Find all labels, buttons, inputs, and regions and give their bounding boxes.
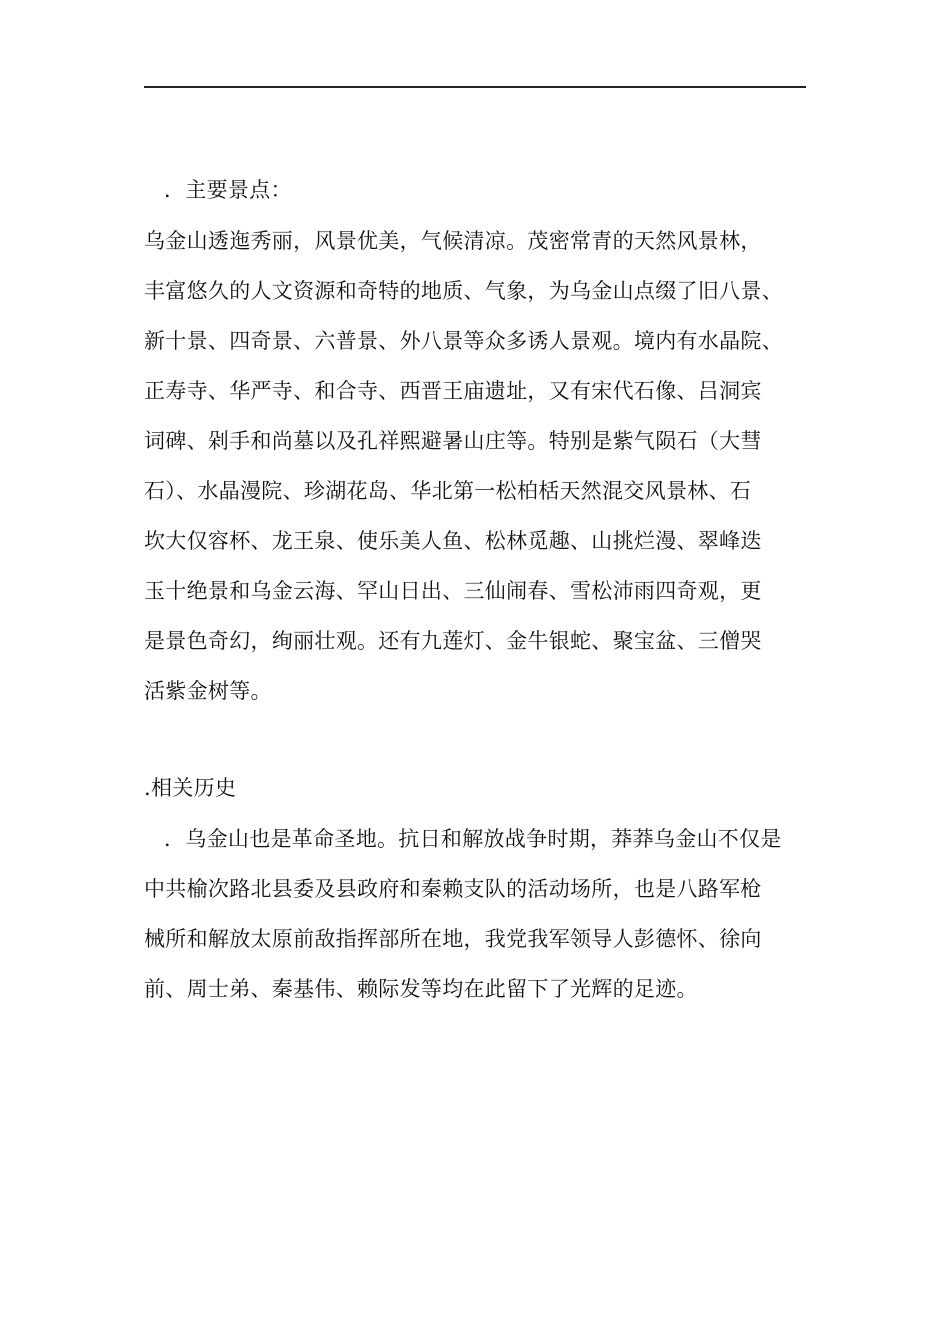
paragraph-line: 新十景、四奇景、六普景、外八景等众多诱人景观。境内有水晶院、 [144, 329, 783, 353]
paragraph-line: 玉十绝景和乌金云海、罕山日出、三仙闹春、雪松沛雨四奇观，更 [144, 579, 762, 603]
paragraph-line: 中共榆次路北县委及县政府和秦赖支队的活动场所，也是八路军枪 [144, 877, 762, 901]
paragraph-line: ．乌金山也是革命圣地。抗日和解放战争时期，莽莽乌金山不仅是 [164, 827, 782, 851]
paragraph-line: 前、周士弟、秦基伟、赖际发等均在此留下了光辉的足迹。 [144, 977, 698, 1001]
paragraph-line: 石）、水晶漫院、珍湖花岛、华北第一松柏栝天然混交风景林、石 [144, 479, 752, 503]
paragraph-line: 活紫金树等。 [144, 679, 272, 703]
section-heading-main-attractions: ．主要景点： [164, 178, 292, 202]
section-heading-history: .相关历史 [144, 776, 237, 800]
paragraph-line: 丰富悠久的人文资源和奇特的地质、气象，为乌金山点缀了旧八景、 [144, 279, 783, 303]
header-rule [144, 86, 806, 88]
paragraph-line: 乌金山透迤秀丽，风景优美，气候清凉。茂密常青的天然风景林， [144, 229, 762, 253]
paragraph-line: 词碑、剁手和尚墓以及孔祥熙避暑山庄等。特别是紫气陨石（大彗 [144, 429, 762, 453]
paragraph-line: 正寿寺、华严寺、和合寺、西晋王庙遗址，又有宋代石像、吕洞宾 [144, 379, 762, 403]
paragraph-line: 是景色奇幻，绚丽壮观。还有九莲灯、金牛银蛇、聚宝盆、三僧哭 [144, 629, 762, 653]
paragraph-line: 坎大仅容杯、龙王泉、使乐美人鱼、松林觅趣、山挑烂漫、翠峰迭 [144, 529, 762, 553]
paragraph-line: 械所和解放太原前敌指挥部所在地，我党我军领导人彭德怀、徐向 [144, 927, 762, 951]
